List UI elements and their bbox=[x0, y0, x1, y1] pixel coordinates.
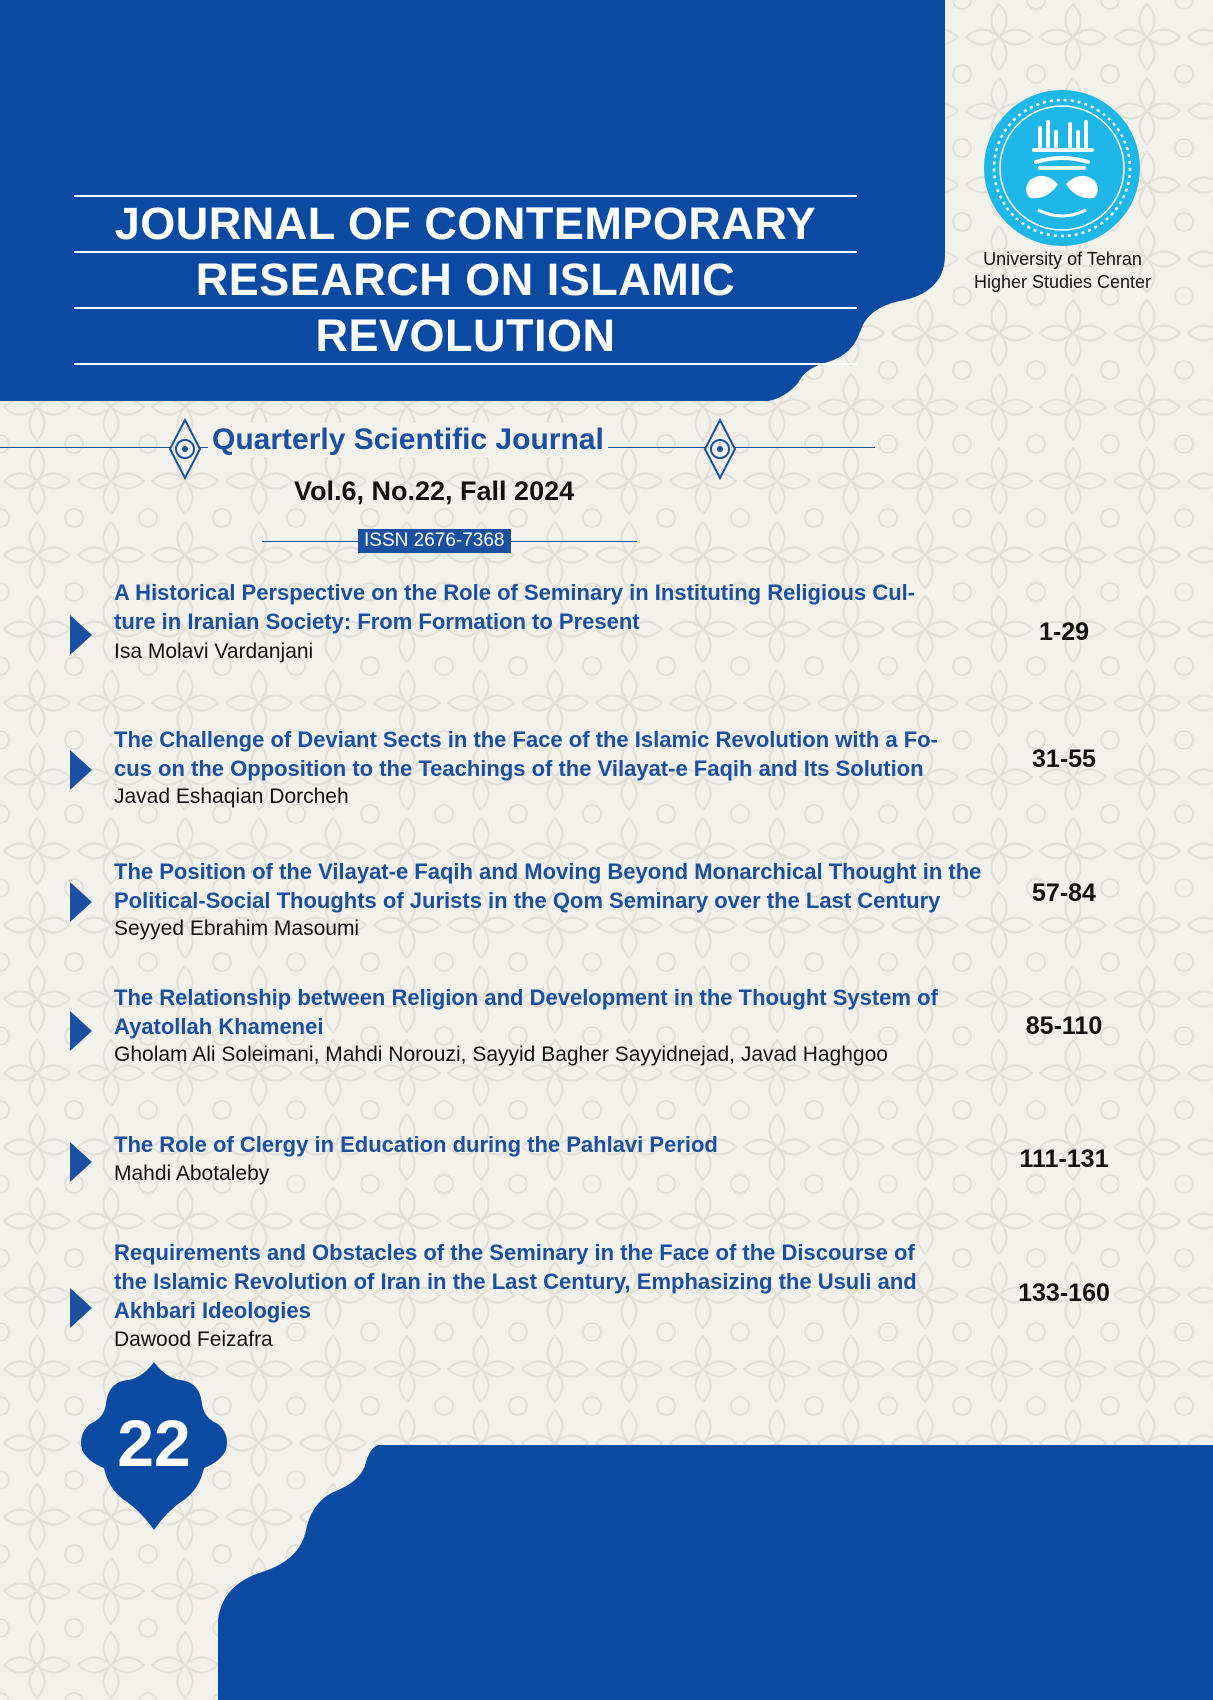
volume-issue: Vol.6, No.22, Fall 2024 bbox=[294, 476, 575, 506]
journal-type: Quarterly Scientific Journal bbox=[208, 423, 608, 457]
article-pages: 57-84 bbox=[1032, 879, 1096, 907]
arrow-right-icon bbox=[70, 750, 92, 790]
journal-title-line-3: REVOLUTION bbox=[315, 310, 616, 361]
ornament-left-icon bbox=[168, 418, 202, 480]
article-title[interactable]: The Role of Clergy in Education during the Pahlavi Period bbox=[114, 1132, 718, 1157]
article-authors: Seyyed Ebrahim Masoumi bbox=[114, 917, 360, 940]
article-pages: 1-29 bbox=[1038, 618, 1090, 646]
ornament-right-icon bbox=[703, 418, 737, 480]
article-authors: Gholam Ali Soleimani, Mahdi Norouzi, Sayyid Bagher Sayyidnejad, Javad Haghgoo bbox=[114, 1043, 888, 1066]
arrow-right-icon bbox=[70, 615, 92, 655]
article-title[interactable]: The Position of the Vilayat-e Faqih and Moving Beyond Monarchical Thought in the Political-Social Thoughts of Jurists in the Qom Seminary over the Last Century bbox=[114, 859, 982, 913]
issue-number: 22 bbox=[117, 1406, 191, 1480]
article-title[interactable]: The Challenge of Deviant Sects in the Face of the Islamic Revolution with a Fo- cus on the Opposition to the Teachings of the Vilayat-e Faqih and Its Solution bbox=[114, 727, 938, 781]
university-logo-icon bbox=[982, 88, 1142, 248]
arrow-right-icon bbox=[70, 1011, 92, 1051]
footer-blue-panel bbox=[218, 1445, 1213, 1700]
arrow-right-icon bbox=[70, 1142, 92, 1182]
journal-title-line-1: JOURNAL OF CONTEMPORARY bbox=[114, 198, 817, 249]
article-authors: Mahdi Abotaleby bbox=[114, 1162, 270, 1185]
issn-badge: ISSN 2676-7368 bbox=[358, 529, 511, 553]
article-pages: 85-110 bbox=[1025, 1012, 1103, 1040]
publisher-line-2: Higher Studies Center bbox=[973, 272, 1152, 292]
article-title[interactable]: A Historical Perspective on the Role of Seminary in Instituting Religious Cul- ture in Iranian Society: From Formation to Present bbox=[114, 580, 916, 634]
article-authors: Javad Eshaqian Dorcheh bbox=[114, 785, 349, 808]
publisher-name bbox=[955, 248, 1170, 294]
article-authors: Isa Molavi Vardanjani bbox=[114, 640, 314, 663]
article-pages: 133-160 bbox=[1018, 1279, 1110, 1307]
journal-title-line-2: RESEARCH ON ISLAMIC bbox=[195, 254, 736, 305]
publisher-line-1: University of Tehran bbox=[983, 249, 1142, 269]
article-pages: 31-55 bbox=[1032, 745, 1096, 773]
article-title[interactable]: The Relationship between Religion and Development in the Thought System of Ayatollah Khamenei bbox=[114, 985, 938, 1039]
article-title[interactable]: Requirements and Obstacles of the Seminary in the Face of the Discourse of the Islamic Revolution of Iran in the Last Century, Emphasizing the Usuli and Akhbari Ideologies bbox=[114, 1240, 917, 1323]
title-rule bbox=[74, 363, 857, 365]
article-pages: 111-131 bbox=[1019, 1145, 1109, 1173]
journal-title bbox=[74, 195, 857, 365]
article-authors: Dawood Feizafra bbox=[114, 1328, 273, 1351]
arrow-right-icon bbox=[70, 1288, 92, 1328]
arrow-right-icon bbox=[70, 882, 92, 922]
